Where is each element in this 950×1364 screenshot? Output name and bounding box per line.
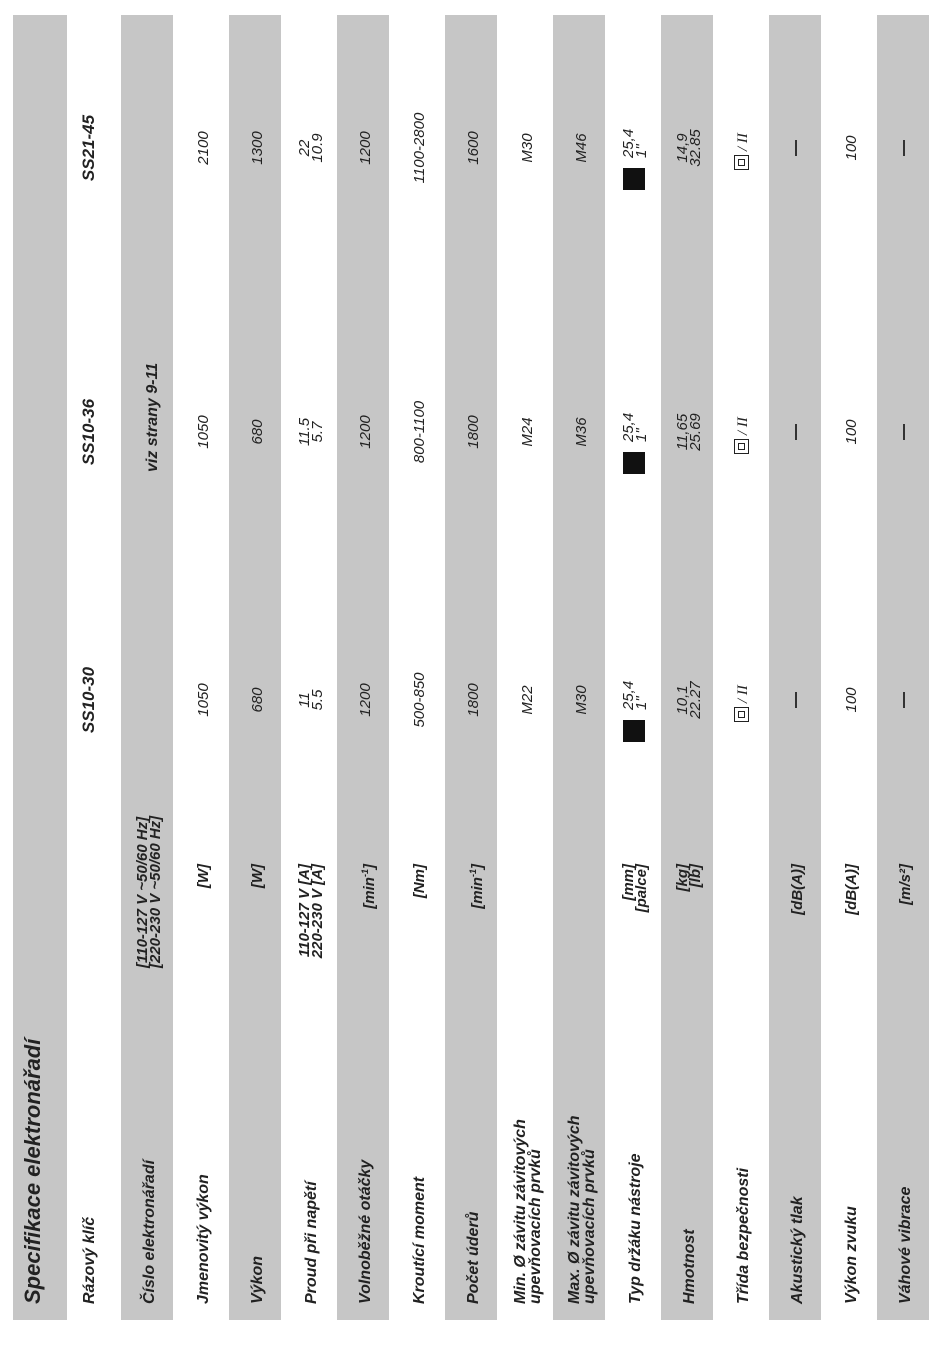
safety-class-double-insulation-icon: / II (734, 417, 752, 454)
value-power-output: 680 (248, 687, 266, 713)
value-tool-holder: 25,4 1" (620, 128, 650, 158)
row-label-torque: Kroutící moment (411, 1176, 428, 1304)
row-label-rated-power: Jmenovitý výkon (195, 1174, 212, 1304)
row-unit-tool-holder: [mm] [palce] (620, 864, 650, 913)
safety-class-double-insulation-icon: / II (734, 685, 752, 722)
value-sound-power: 100 (842, 135, 860, 161)
model-ss21-45: SS21-45 (79, 114, 98, 182)
value-torque: 1100-2800 (410, 112, 428, 184)
page-title: Specifikace elektronářadí (20, 1038, 45, 1304)
row-label-power-output: Výkon (249, 1255, 266, 1304)
value-dash (903, 424, 905, 440)
value-torque: 800-1100 (410, 400, 428, 464)
row-label-tool-number: Číslo elektronářadí (141, 1159, 158, 1304)
row-band-power-output (121, 15, 173, 1320)
double-insulation-icon (734, 439, 749, 454)
row-label-current: Proud při napětí (303, 1181, 320, 1304)
model-ss10-30: SS10-30 (79, 666, 98, 734)
row-label-thread-max: Max. Ø závitu závitových upevňovacích prvků (566, 1115, 598, 1304)
value-dash (903, 692, 905, 708)
square-drive-icon (623, 720, 645, 742)
value-weight: 11,65 25.69 (674, 413, 704, 451)
safety-class-double-insulation-icon: / II (734, 133, 752, 170)
row-unit-torque: [Nm] (410, 864, 428, 899)
value-thread-max: M30 (572, 685, 590, 715)
tool-number-reference: viz strany 9-11 (144, 362, 161, 472)
model-ss10-36: SS10-36 (79, 398, 98, 466)
row-band-vibration (769, 15, 821, 1320)
value-idle-speed: 1200 (356, 131, 374, 165)
value-thread-min: M30 (518, 133, 536, 163)
value-sound-power: 100 (842, 419, 860, 445)
value-sound-power: 100 (842, 687, 860, 713)
row-unit-impact-rate: $[\min^{-1}]$ (467, 864, 486, 909)
value-tool-holder: 25,4 1" (620, 680, 650, 710)
value-tool-holder: 25,4 1" (620, 412, 650, 442)
row-unit-current: 110-127 V [A] 220-230 V [A] (296, 864, 326, 959)
value-weight: 14,9 32.85 (674, 129, 704, 167)
value-impact-rate: 1800 (464, 683, 482, 717)
value-rated-power: 2100 (194, 131, 212, 165)
row-unit-power-output: [W] (248, 864, 266, 889)
value-impact-rate: 1800 (464, 415, 482, 449)
row-label-tool-holder: Typ držáku nástroje (627, 1153, 644, 1304)
row-label-thread-min: Min. Ø závitu závitových upevňovacích prvků (512, 1119, 544, 1304)
value-power-output: 1300 (248, 131, 266, 165)
row-unit-vibration: [m/s²] (896, 864, 914, 905)
row-label-idle-speed: Volnoběžné otáčky (357, 1159, 374, 1304)
row-unit-weight: [kg] [lb] (674, 864, 704, 892)
value-thread-max: M36 (572, 417, 590, 447)
value-current: 11.5 5.7 (296, 417, 326, 447)
double-insulation-icon (734, 155, 749, 170)
double-insulation-icon (734, 707, 749, 722)
value-thread-min: M22 (518, 685, 536, 715)
square-drive-icon (623, 452, 645, 474)
value-thread-max: M46 (572, 133, 590, 163)
value-rated-power: 1050 (194, 415, 212, 449)
value-dash (795, 692, 797, 708)
row-label-vibration: Váhové vibrace (897, 1186, 914, 1304)
row-unit-sound-pressure: [dB(A)] (788, 864, 806, 915)
value-idle-speed: 1200 (356, 683, 374, 717)
value-dash (795, 140, 797, 156)
value-power-output: 680 (248, 419, 266, 445)
row-band-extra (877, 15, 929, 1320)
square-drive-icon (623, 168, 645, 190)
value-rated-power: 1050 (194, 683, 212, 717)
value-dash (903, 140, 905, 156)
value-current: 11 5.5 (296, 689, 326, 711)
row-unit-idle-speed: $[\min^{-1}]$ (359, 864, 378, 909)
row-label-weight: Hmotnost (681, 1229, 698, 1304)
row-unit-rated-power: [W] (194, 864, 212, 889)
value-thread-min: M24 (518, 417, 536, 447)
row-label-sound-power: Výkon zvuku (843, 1206, 860, 1304)
row-unit-sound-power: [dB(A)] (842, 864, 860, 915)
header-label: Rázový klíč (81, 1216, 98, 1304)
value-impact-rate: 1600 (464, 131, 482, 165)
value-idle-speed: 1200 (356, 415, 374, 449)
value-current: 22 10.9 (296, 133, 326, 163)
row-label-safety-class: Třída bezpečnosti (735, 1167, 752, 1304)
row-label-sound-pressure: Akustický tlak (789, 1196, 806, 1304)
value-torque: 500-850 (410, 672, 428, 728)
value-weight: 10,1 22.27 (674, 681, 704, 719)
row-label-impact-rate: Počet úderů (465, 1211, 482, 1304)
value-dash (795, 424, 797, 440)
row-unit-tool-number: [110-127 V ~50/60 Hz] [220-230 V ~50/60 Hz] (134, 815, 164, 968)
